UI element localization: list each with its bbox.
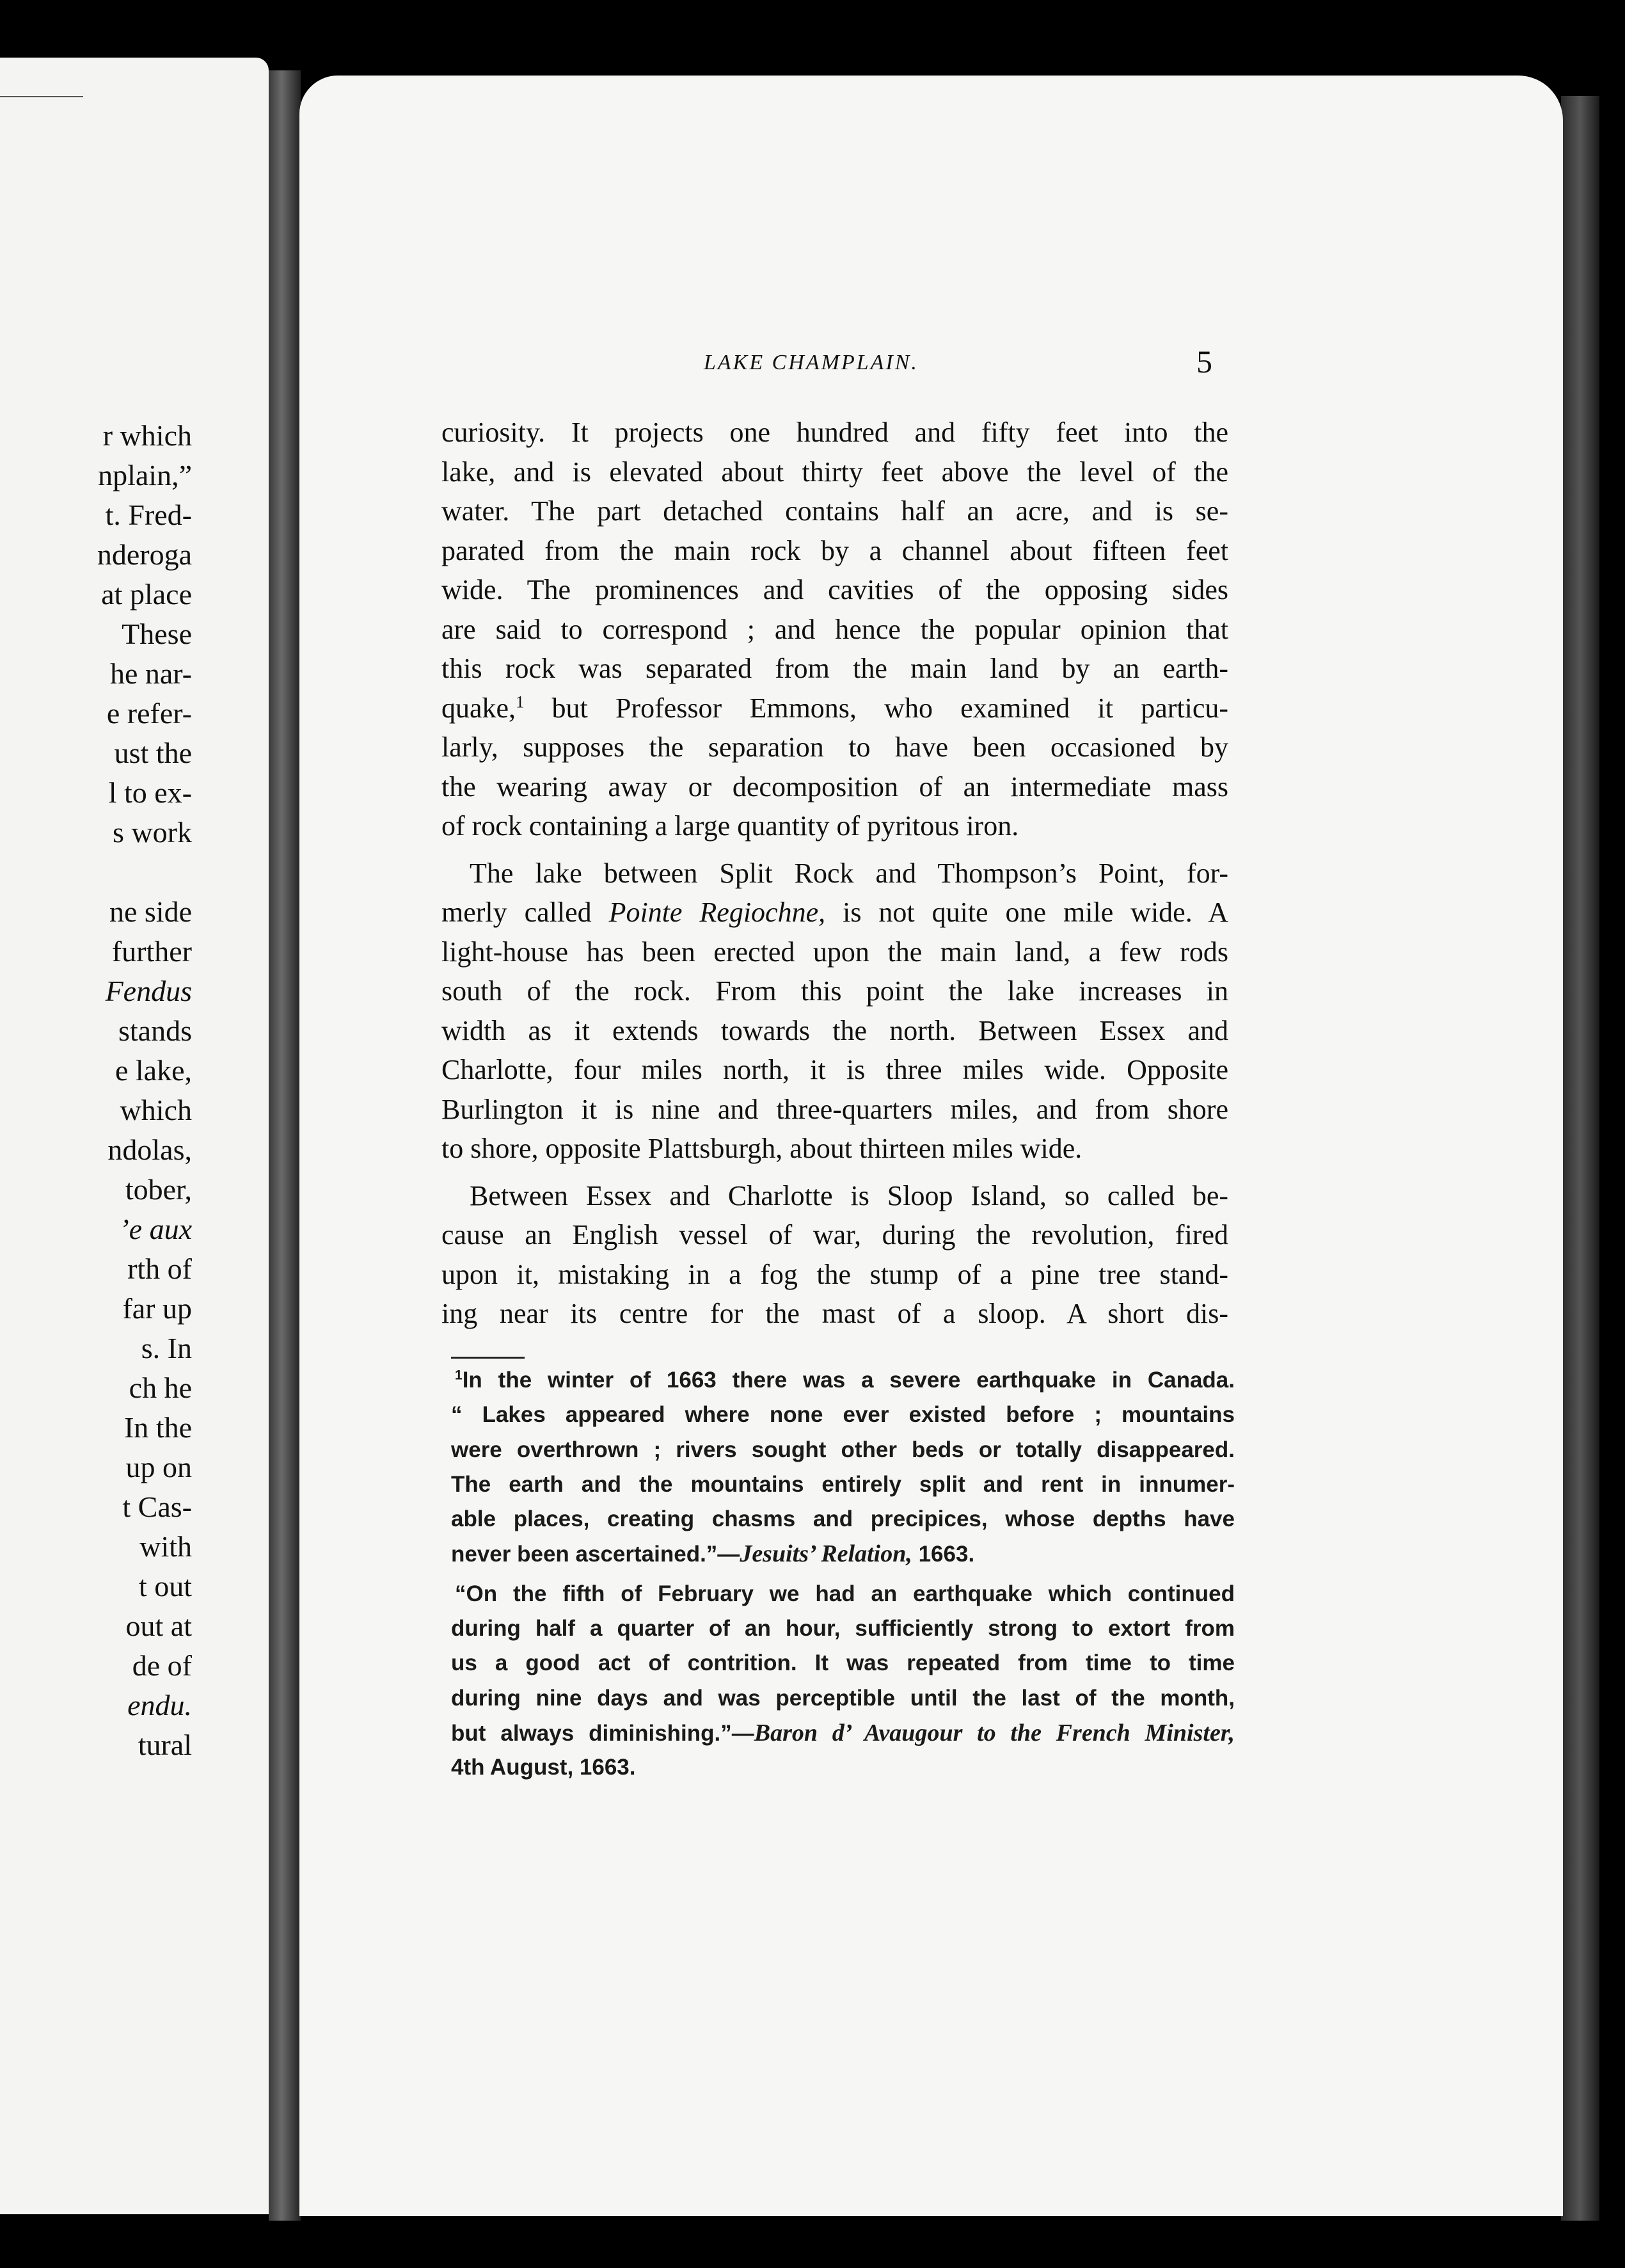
text-line: this rock was separated from the main land by an earth- — [441, 653, 1228, 684]
page-number: 5 — [1196, 344, 1212, 379]
left-line: ne side — [109, 895, 192, 928]
footnote-line: during nine days and was perceptible until the last of the month, — [451, 1685, 1235, 1711]
footnote-line: “ Lakes appeared where none ever existed before ; mountains — [451, 1402, 1235, 1428]
left-line: s work — [113, 816, 192, 849]
left-line: l to ex- — [108, 776, 192, 809]
left-page-text — [0, 416, 192, 1765]
footnote-line: during half a quarter of an hour, sufficiently strong to extort from — [451, 1616, 1235, 1641]
text-fragment: quake, — [441, 692, 516, 724]
left-page — [0, 58, 269, 2214]
left-line: e refer- — [106, 697, 192, 730]
left-line: t Cas- — [122, 1490, 192, 1523]
left-line: rth of — [127, 1252, 192, 1285]
text-line: lake, and is elevated about thirty feet above the level of the — [441, 456, 1228, 488]
text-line: The lake between Split Rock and Thompson’s Point, for- — [470, 857, 1228, 889]
left-line: endu. — [127, 1689, 192, 1721]
text-fragment: but always diminishing.”— — [451, 1720, 754, 1746]
text-line: to shore, opposite Plattsburgh, about thirteen miles wide. — [441, 1133, 1082, 1164]
text-fragment: but Professor Emmons, who examined it particu- — [551, 692, 1229, 724]
text-line — [441, 893, 1228, 932]
left-line: which — [120, 1094, 192, 1126]
place-name: Pointe Regiochne, — [608, 897, 826, 928]
text-line: Charlotte, four miles north, it is three miles wide. Opposite — [441, 1054, 1228, 1085]
footnote-marker: 1 — [455, 1368, 463, 1383]
text-line: light-house has been erected upon the main land, a few rods — [441, 936, 1228, 968]
text-line: the wearing away or decomposition of an intermediate mass — [441, 771, 1228, 803]
footnote-line — [451, 1363, 1235, 1398]
footnote-line: were overthrown ; rivers sought other beds or totally disappeared. — [451, 1437, 1235, 1462]
running-head: LAKE CHAMPLAIN. — [704, 351, 919, 374]
text-fragment: 1663. — [918, 1542, 975, 1567]
footnote-line — [451, 1716, 1235, 1750]
footnote-line — [451, 1537, 1235, 1571]
left-line: nplain,” — [98, 459, 192, 491]
page-edge — [1561, 96, 1599, 2221]
left-line: s. In — [141, 1332, 192, 1364]
left-line: t out — [138, 1570, 192, 1602]
text-fragment: is not quite one mile wide. A — [843, 897, 1229, 928]
left-line: In the — [123, 1411, 192, 1444]
left-line: ch he — [129, 1371, 192, 1404]
text-line: larly, supposes the separation to have been occasioned by — [441, 731, 1228, 763]
text-line: curiosity. It projects one hundred and fifty feet into the — [441, 417, 1228, 448]
text-line: cause an English vessel of war, during the revolution, fired — [441, 1219, 1228, 1250]
left-line: he nar- — [109, 657, 192, 690]
text-line: of rock containing a large quantity of pyritous iron. — [441, 810, 1019, 842]
text-fragment: In the winter of 1663 there was a severe earthquake in Canada. — [462, 1368, 1235, 1393]
footnote-line: able places, creating chasms and precipices, whose depths have — [451, 1506, 1235, 1532]
left-line: r which — [102, 419, 192, 452]
footnotes — [451, 1363, 1235, 1785]
left-line: far up — [122, 1292, 192, 1325]
left-line: ndolas, — [107, 1133, 192, 1166]
text-line: Burlington it is nine and three-quarters miles, and from shore — [441, 1093, 1228, 1125]
text-fragment: merly called — [441, 897, 592, 928]
text-line: width as it extends towards the north. Between Essex and — [441, 1014, 1228, 1046]
text-line: ing near its centre for the mast of a sloop. A short dis- — [441, 1298, 1228, 1329]
left-line: further — [111, 935, 192, 968]
left-line: t. Fred- — [105, 499, 192, 531]
text-fragment: never been ascertained.”— — [451, 1542, 740, 1567]
citation: Baron d’ Avaugour to the French Minister, — [754, 1719, 1235, 1746]
footnote-line: The earth and the mountains entirely split and rent in innumer- — [451, 1471, 1235, 1497]
body-text — [441, 413, 1228, 1334]
left-line: These — [122, 618, 192, 650]
left-line: de of — [132, 1649, 192, 1682]
text-line: south of the rock. From this point the lake increases in — [441, 975, 1228, 1007]
footnote-ref: 1 — [516, 691, 525, 711]
left-line: with — [139, 1530, 192, 1563]
footnote-line: us a good act of contrition. It was repeated from time to time — [451, 1650, 1235, 1676]
text-line: water. The part detached contains half an acre, and is se- — [441, 495, 1228, 527]
footnote-rule — [451, 1357, 525, 1359]
left-line: out at — [125, 1609, 192, 1642]
left-line: up on — [125, 1451, 192, 1483]
footnote-line: 4th August, 1663. — [451, 1755, 636, 1780]
left-page-edge — [0, 96, 83, 97]
left-line: ust the — [114, 737, 192, 769]
left-line: tural — [138, 1729, 192, 1761]
left-line: stands — [118, 1014, 192, 1047]
book-gutter — [269, 70, 301, 2221]
left-line: tober, — [125, 1173, 192, 1206]
text-line — [441, 689, 1228, 728]
citation: Jesuits’ Relation, — [740, 1540, 912, 1568]
left-line: Fendus — [105, 975, 192, 1007]
text-line: are said to correspond ; and hence the popular opinion that — [441, 613, 1228, 645]
left-line: at place — [101, 578, 192, 611]
left-line: nderoga — [97, 538, 192, 571]
left-line: ’e aux — [119, 1213, 192, 1245]
left-line: e lake, — [115, 1054, 192, 1087]
text-line: Between Essex and Charlotte is Sloop Island, so called be- — [470, 1179, 1228, 1211]
text-line: parated from the main rock by a channel about fifteen feet — [441, 534, 1228, 566]
text-line: wide. The prominences and cavities of the opposing sides — [441, 574, 1228, 605]
footnote-line: “On the fifth of February we had an earthquake which continued — [455, 1581, 1235, 1606]
text-line: upon it, mistaking in a fog the stump of a pine tree stand- — [441, 1258, 1228, 1290]
left-line — [0, 852, 192, 892]
